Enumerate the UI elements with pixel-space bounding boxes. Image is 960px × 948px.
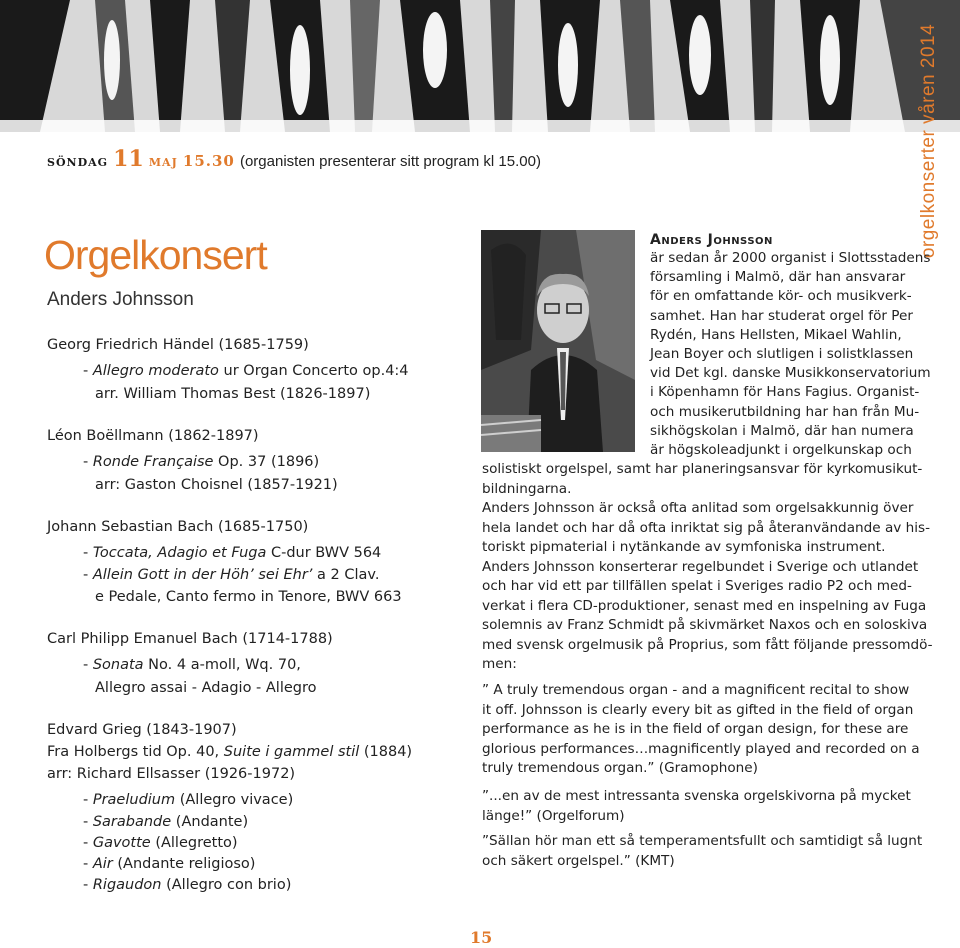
movement-item: - Gavotte (Allegretto) <box>83 835 238 851</box>
bio-line: Jean Boyer och slutligen i solistklassen <box>650 346 914 362</box>
movement-tempo: (Allegro con brio) <box>161 877 292 893</box>
movement-tempo: (Andante religioso) <box>112 856 256 872</box>
movement-title: Gavotte <box>92 835 151 851</box>
movement-item: - Praeludium (Allegro vivace) <box>83 792 294 808</box>
piece-title: Allegro moderato <box>92 363 219 379</box>
bio-line: toriskt pipmaterial i nytänkande av symfoniska instrument. <box>482 539 886 555</box>
event-month: maj <box>148 152 178 170</box>
arranger-boellmann: arr: Gaston Choisnel (1857-1921) <box>95 477 338 493</box>
movement-item: - Air (Andante religioso) <box>83 856 256 872</box>
bio-line: Anders Johnsson konserterar regelbundet i Sverige och utlandet <box>482 558 919 575</box>
movement-title: Rigaudon <box>92 877 162 893</box>
piece-bach-2-cont: e Pedale, Canto fermo in Tenore, BWV 663 <box>95 589 402 605</box>
event-day: söndag <box>47 152 109 170</box>
quote-line: ”Sällan hör man ett så temperamentsfullt och samtidigt så lugnt <box>482 833 923 849</box>
piece-title: Toccata, Adagio et Fuga <box>92 545 267 561</box>
organ-pipes-image <box>0 0 960 132</box>
quote-line: och säkert orgelspel.” (KMT) <box>482 852 675 869</box>
concert-performer: Anders Johnsson <box>47 289 194 310</box>
piece-detail: Fra Holbergs tid Op. 40, <box>47 744 224 760</box>
piece-detail: C-dur BWV 564 <box>266 545 382 561</box>
performer-photo <box>481 230 635 452</box>
bio-line: verkat i flera CD-produktioner, senast med en inspelning av Fuga <box>482 597 927 614</box>
movement-tempo: (Allegretto) <box>150 835 238 851</box>
bio-line: samhet. Han har studerat orgel för Per <box>650 307 913 324</box>
movement-title: Air <box>92 856 113 872</box>
quote-line: ” A truly tremendous organ - and a magnificent recital to show <box>482 682 910 698</box>
quote-line: länge!” (Orgelforum) <box>482 807 625 824</box>
movement-tempo: (Andante) <box>171 814 249 830</box>
bio-line: Rydén, Hans Hellsten, Mikael Wahlin, <box>650 326 902 343</box>
piece-handel: - Allegro moderato ur Organ Concerto op.4:4 <box>83 363 409 379</box>
piece-grieg <box>47 744 412 760</box>
movement-item: - Sarabande (Andante) <box>83 814 249 830</box>
bio-line: i Köpenhamn för Hans Fagius. Organist- <box>650 384 920 401</box>
piece-cpe-bach: - Sonata No. 4 a-moll, Wq. 70, <box>83 657 301 673</box>
bio-line: församling i Malmö, där han ansvarar <box>650 269 906 286</box>
quote-line: truly tremendous organ.” (Gramophone) <box>482 760 758 776</box>
piece-detail: Op. 37 (1896) <box>213 454 320 470</box>
piece-boellmann: - Ronde Française Op. 37 (1896) <box>83 454 320 470</box>
organ-pipes-banner <box>0 0 960 132</box>
movement-title: Praeludium <box>92 792 176 808</box>
composer-handel: Georg Friedrich Händel (1685-1759) <box>47 337 309 353</box>
composer-grieg: Edvard Grieg (1843-1907) <box>47 722 237 738</box>
event-time: 15.30 <box>182 152 235 170</box>
quote-line: it off. Johnsson is clearly every bit as gifted in the field of organ <box>482 701 914 718</box>
quote-line: performance as he is in the field of organ design, for these are <box>482 721 909 737</box>
bio-line: är sedan år 2000 organist i Slottsstadens <box>650 250 931 266</box>
page-number: 15 <box>470 928 493 947</box>
bio-line: sikhögskolan i Malmö, där han numera <box>650 422 914 439</box>
concert-title: Orgelkonsert <box>44 232 267 278</box>
event-note: (organisten presenterar sitt program kl 15.00) <box>239 153 541 170</box>
arranger-grieg: arr: Richard Ellsasser (1926-1972) <box>47 766 296 782</box>
bio-line: solistiskt orgelspel, samt har planeringsansvar för kyrkomusikut- <box>482 461 923 477</box>
series-sidebar-label: orgelkonserter våren 2014 <box>917 23 939 259</box>
piece-year: (1884) <box>359 744 413 760</box>
piece-title: Allein Gott in der Höh’ sei Ehr’ <box>92 567 313 583</box>
composer-boellmann: Léon Boëllmann (1862-1897) <box>47 428 259 444</box>
piece-title: Suite i gammel stil <box>223 744 360 760</box>
bio-line: är högskoleadjunkt i orgelkunskap och <box>650 442 912 458</box>
bio-line: vid Det kgl. danske Musikkonservatorium <box>650 365 931 382</box>
bio-name: Anders Johnsson <box>650 232 773 248</box>
bio-line: och musikerutbildning har han från Mu- <box>650 403 920 420</box>
piece-detail: ur Organ Concerto op.4:4 <box>218 363 409 379</box>
composer-bach: Johann Sebastian Bach (1685-1750) <box>47 519 309 535</box>
bio-line: Anders Johnsson är också ofta anlitad som orgelsakkunnig över <box>482 500 914 516</box>
bio-line: för en omfattande kör- och musikverk- <box>650 288 912 305</box>
bio-line: solemnis av Franz Schmidt på skivmärket Naxos och en soloskiva <box>482 617 928 633</box>
quote-line: ”...en av de mest intressanta svenska orgelskivorna på mycket <box>482 788 911 804</box>
arranger-handel: arr. William Thomas Best (1826-1897) <box>95 386 371 402</box>
composer-cpe-bach: Carl Philipp Emanuel Bach (1714-1788) <box>47 631 333 647</box>
bio-line: och har vid ett par tillfällen spelat i Sveriges radio P2 och med- <box>482 578 912 594</box>
performer-portrait <box>481 230 635 452</box>
piece-bach-2: - Allein Gott in der Höh’ sei Ehr’ a 2 Clav. <box>83 567 380 583</box>
piece-detail: a 2 Clav. <box>312 567 380 583</box>
bio-line: bildningarna. <box>482 480 572 497</box>
quote-line: glorious performances…magnificently played and recorded on a <box>482 740 920 757</box>
movement-tempo: (Allegro vivace) <box>175 792 294 808</box>
movements-cpe-bach: Allegro assai - Adagio - Allegro <box>95 680 317 696</box>
piece-title: Ronde Française <box>92 454 214 470</box>
movement-title: Sarabande <box>92 814 172 830</box>
bio-line: hela landet och har då ofta inriktat sig på återanvändande av his- <box>482 519 931 536</box>
event-date: 11 <box>113 146 144 172</box>
movement-item: - Rigaudon (Allegro con brio) <box>83 877 292 893</box>
event-date-line <box>47 146 541 172</box>
piece-bach-1: - Toccata, Adagio et Fuga C-dur BWV 564 <box>83 545 382 561</box>
piece-title: Sonata <box>92 657 144 673</box>
bio-line: men: <box>482 656 517 672</box>
piece-detail: No. 4 a-moll, Wq. 70, <box>143 657 301 673</box>
bio-line: med svensk orgelmusik på Proprius, som fått följande pressomdö- <box>482 636 933 653</box>
